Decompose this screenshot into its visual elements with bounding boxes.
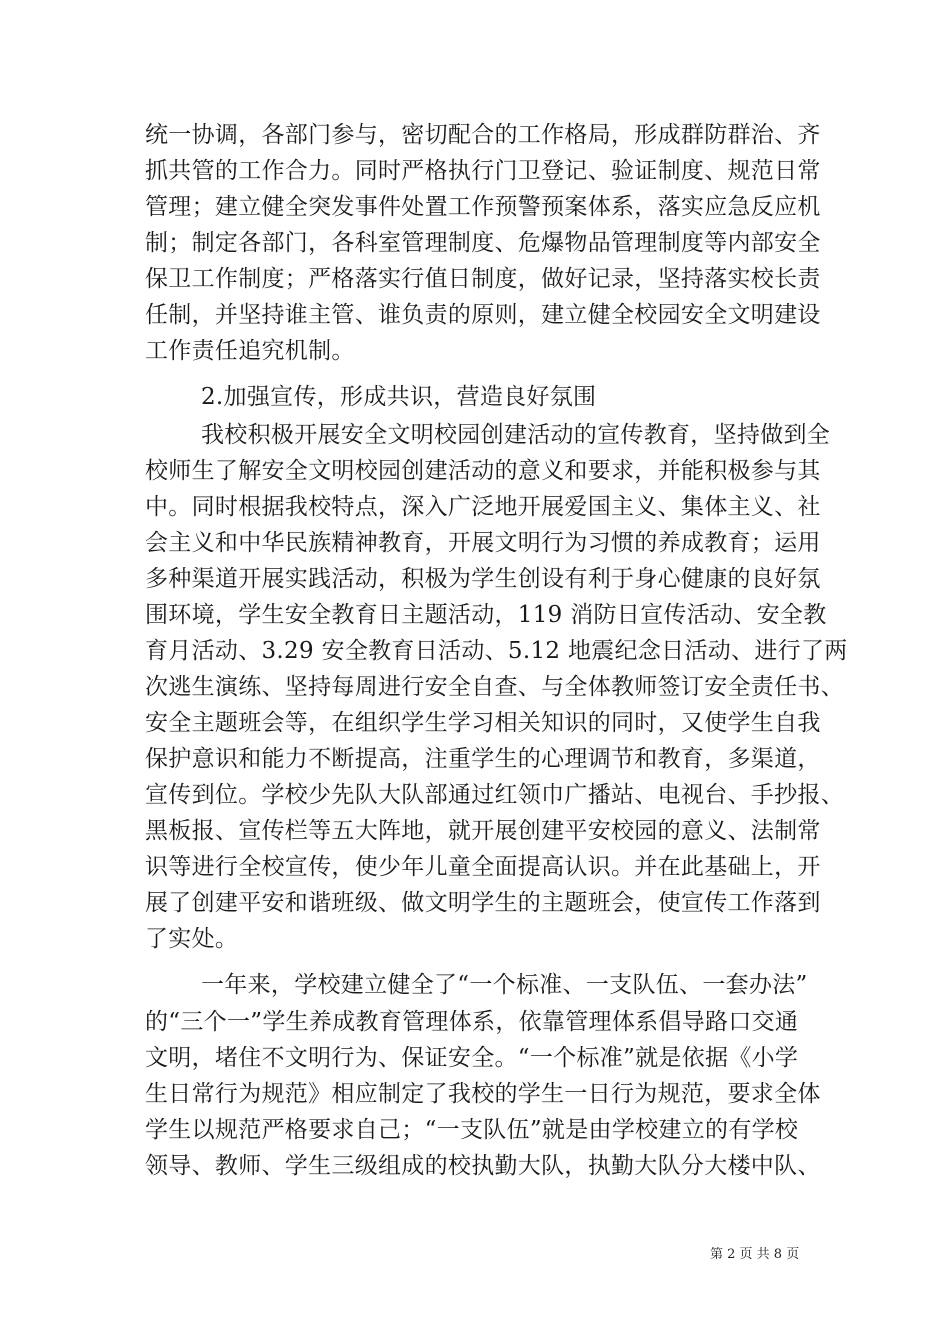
text-line: 一年来，学校建立健全了“一个标准、一支队伍、一套办法” [201,972,808,998]
text-line: 校师生了解安全文明校园创建活动的意义和要求，并能积极参与其 [145,458,821,484]
text-line: 宣传到位。学校少先队大队部通过红领巾广播站、电视台、手抄报、 [145,782,844,808]
text-line: 展了创建平安和谐班级、做文明学生的主题班会，使宣传工作落到 [145,890,821,916]
text-line: 次逃生演练、坚持每周进行安全自查、与全体教师签订安全责任书、 [145,674,844,700]
text-line: 管理；建立健全突发事件处置工作预警预案体系，落实应急反应机 [145,194,821,220]
text-line: 学生以规范严格要求自己；“一支队伍”就是由学校建立的有学校 [145,1117,799,1143]
text-line: 黑板报、宣传栏等五大阵地，就开展创建平安校园的意义、法制常 [145,818,821,844]
text-line: 领导、教师、学生三级组成的校执勤大队，执勤大队分大楼中队、 [145,1153,821,1179]
text-line: 识等进行全校宣传，使少年儿童全面提高认识。并在此基础上，开 [145,854,821,880]
text-line: 制；制定各部门，各科室管理制度、危爆物品管理制度等内部安全 [145,230,821,256]
text-line: 会主义和中华民族精神教育，开展文明行为习惯的养成教育；运用 [145,530,821,556]
text-line: 围环境，学生安全教育日主题活动，119 消防日宣传活动、安全教 [145,602,827,628]
text-line: 生日常行为规范》相应制定了我校的学生一日行为规范，要求全体 [145,1081,821,1107]
text-line: 的“三个一”学生养成教育管理体系，依靠管理体系倡导路口交通 [145,1009,799,1035]
text-line: 保卫工作制度；严格落实行值日制度，做好记录，坚持落实校长责 [145,266,821,292]
text-line: 中。同时根据我校特点，深入广泛地开展爱国主义、集体主义、社 [145,494,821,520]
text-line: 统一协调，各部门参与，密切配合的工作格局，形成群防群治、齐 [145,122,821,148]
text-line: 了实处。 [145,926,239,952]
text-line: 保护意识和能力不断提高，注重学生的心理调节和教育，多渠道， [145,746,821,772]
section-heading: 2.加强宣传，形成共识，营造良好氛围 [201,384,597,410]
text-line: 工作责任追究机制。 [145,338,355,364]
text-line: 多种渠道开展实践活动，积极为学生创设有利于身心健康的良好氛 [145,566,821,592]
page-number: 第 2 页 共 8 页 [710,1247,800,1262]
text-line: 我校积极开展安全文明校园创建活动的宣传教育，坚持做到全 [201,422,831,448]
text-line: 抓共管的工作合力。同时严格执行门卫登记、验证制度、规范日常 [145,158,821,184]
text-line: 文明，堵住不文明行为、保证安全。“一个标准”就是依据《小学 [145,1045,799,1071]
text-line: 安全主题班会等，在组织学生学习相关知识的同时，又使学生自我 [145,710,821,736]
text-line: 育月活动、3.29 安全教育日活动、5.12 地震纪念日活动、进行了两 [145,638,848,664]
text-line: 任制，并坚持谁主管、谁负责的原则，建立健全校园安全文明建设 [145,302,821,328]
